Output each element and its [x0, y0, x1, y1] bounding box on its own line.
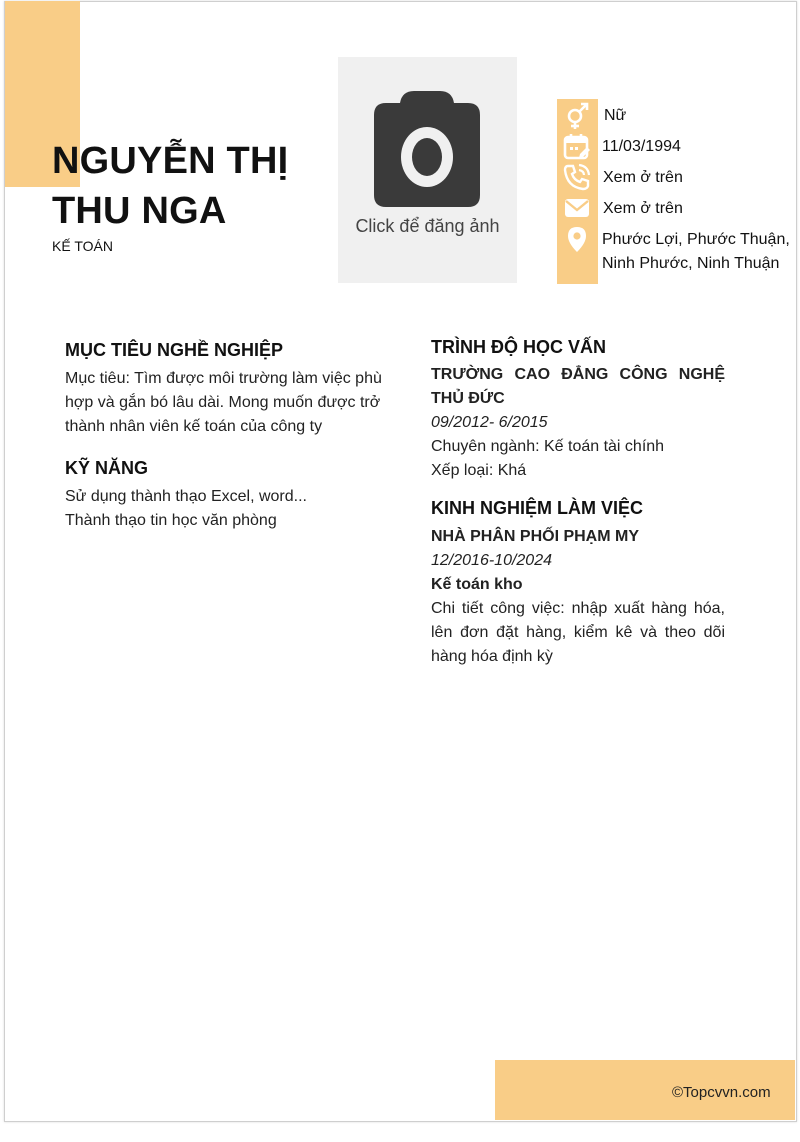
gender-icon: [563, 102, 591, 130]
school-name: TRƯỜNG CAO ĐẲNG CÔNG NGHỆ THỦ ĐỨC: [431, 366, 725, 407]
objective-heading: MỤC TIÊU NGHỀ NGHIỆP: [65, 340, 284, 360]
skills-list: [65, 485, 383, 533]
calendar-icon: [563, 132, 591, 160]
footer-credit: ©Topcvvn.com: [672, 1084, 771, 1101]
position-title: Kế toán kho: [431, 576, 523, 593]
gender-value: Nữ: [604, 107, 627, 124]
birthday-value: 11/03/1994: [602, 138, 681, 155]
education-heading: TRÌNH ĐỘ HỌC VẤN: [431, 337, 606, 357]
phone-icon: [563, 163, 591, 191]
experience-period: 12/2016-10/2024: [431, 552, 552, 569]
education-period: 09/2012- 6/2015: [431, 414, 548, 431]
skill-item: Thành thạo tin học văn phòng: [65, 512, 277, 529]
skills-heading: KỸ NĂNG: [65, 458, 149, 478]
job-title: KẾ TOÁN: [52, 238, 113, 254]
job-details: Chi tiết công việc: nhập xuất hàng hóa, lên đơn đặt hàng, kiểm kê và theo dõi hàng hóa định kỳ: [431, 600, 725, 665]
education-major: Chuyên ngành: Kế toán tài chính: [431, 438, 665, 455]
photo-caption: Click để đăng ảnh: [355, 216, 500, 236]
skill-item: Sử dụng thành thạo Excel, word...: [65, 488, 307, 505]
email-value: Xem ở trên: [603, 200, 683, 217]
education-grade: Xếp loại: Khá: [431, 462, 527, 479]
email-icon: [563, 194, 591, 222]
candidate-name: NGUYỄN THỊ THU NGA: [52, 140, 289, 232]
company-name: NHÀ PHÂN PHỐI PHẠM MY: [431, 528, 640, 545]
camera-icon: [372, 89, 482, 207]
experience-heading: KINH NGHIỆM LÀM VIỆC: [431, 498, 644, 518]
experience-block: [431, 525, 725, 669]
address-value: Phước Lợi, Phước Thuận, Ninh Phước, Ninh Thuận: [602, 231, 790, 272]
education-block: [431, 363, 725, 483]
phone-value: Xem ở trên: [603, 169, 683, 186]
photo-upload[interactable]: [338, 57, 517, 283]
location-icon: [563, 225, 591, 253]
objective-text: Mục tiêu: Tìm được môi trường làm việc phù hợp và gắn bó lâu dài. Mong muốn được trở thành nhân viên kế toán của công ty: [65, 370, 382, 435]
